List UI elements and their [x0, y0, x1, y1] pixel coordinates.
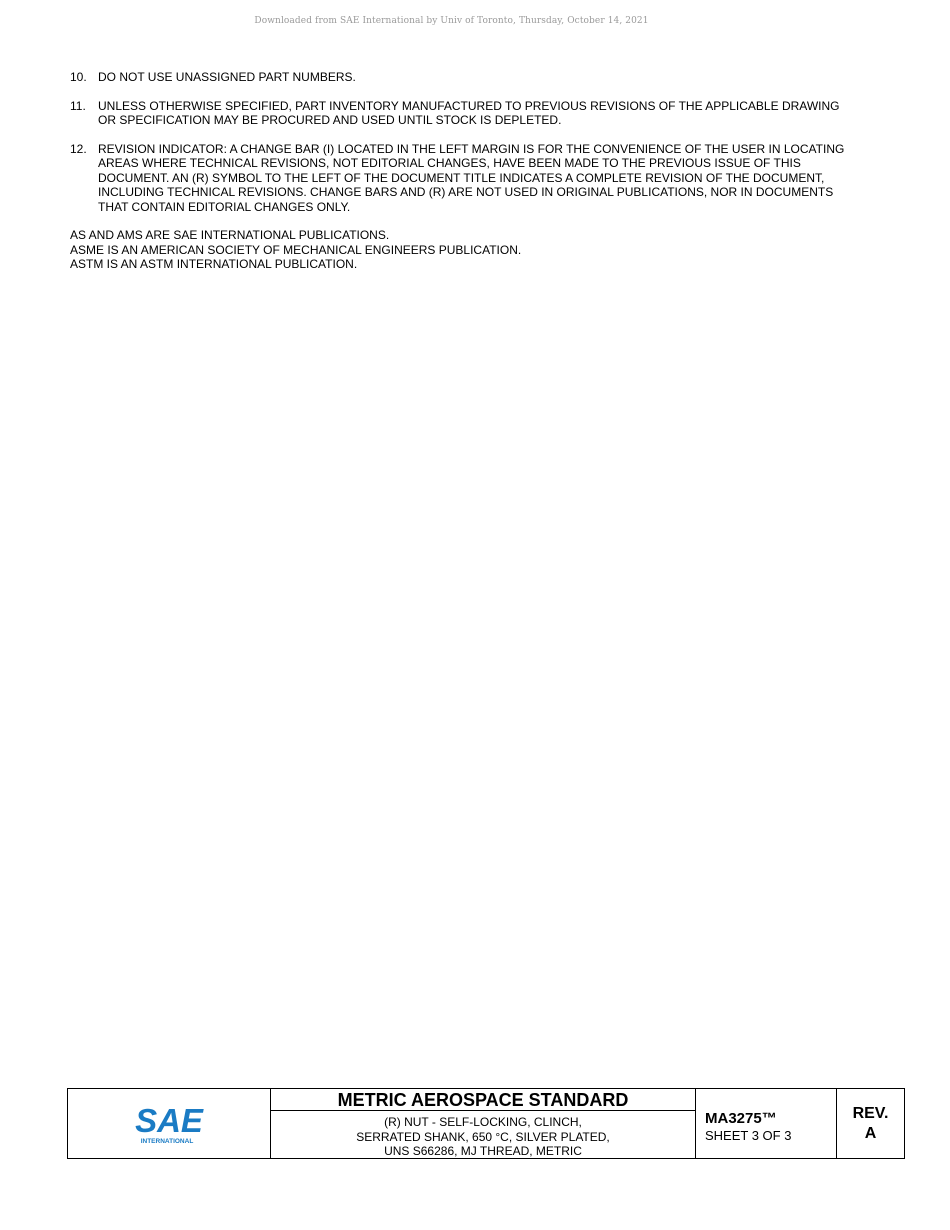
- document-number-cell: [696, 1089, 837, 1158]
- note-number: 12.: [70, 141, 87, 156]
- description-line: (R) NUT - SELF-LOCKING, CLINCH,: [384, 1115, 582, 1129]
- revision-cell: [837, 1089, 904, 1158]
- publications-list: [70, 228, 860, 272]
- notes-section: [70, 70, 860, 272]
- logo-cell: [68, 1089, 271, 1158]
- note-item: [70, 142, 860, 215]
- revision-label: REV.: [852, 1104, 889, 1122]
- revision-value: A: [864, 1124, 877, 1142]
- title-cell: [271, 1089, 696, 1158]
- note-text: DO NOT USE UNASSIGNED PART NUMBERS.: [98, 70, 356, 84]
- description-line: SERRATED SHANK, 650 °C, SILVER PLATED,: [356, 1129, 610, 1144]
- note-text: UNLESS OTHERWISE SPECIFIED, PART INVENTORY MANUFACTURED TO PREVIOUS REVISIONS OF THE APPLICABLE DRAWING OR SPECIFICATION MAY BE PROCURED AND USED UNTIL STOCK IS DEPLETED.: [98, 98, 840, 127]
- sheet-number: SHEET 3 OF 3: [705, 1127, 792, 1143]
- download-watermark: Downloaded from SAE International by Univ of Toronto, Thursday, October 14, 2021: [254, 16, 649, 26]
- publication-line: ASTM IS AN ASTM INTERNATIONAL PUBLICATION.: [70, 257, 358, 271]
- document-number: MA3275™: [705, 1109, 777, 1127]
- title-block: [67, 1088, 905, 1159]
- standard-title: METRIC AEROSPACE STANDARD: [271, 1089, 695, 1111]
- note-number: 10.: [70, 70, 87, 84]
- note-item: [70, 70, 860, 85]
- sae-international-logo-icon: [134, 1102, 204, 1146]
- publication-line: ASME IS AN AMERICAN SOCIETY OF MECHANICAL ENGINEERS PUBLICATION.: [70, 242, 522, 257]
- note-text: REVISION INDICATOR: A CHANGE BAR (I) LOCATED IN THE LEFT MARGIN IS FOR THE CONVENIENCE OF THE USER IN LOCATING AREAS WHERE TECHNICAL REVISIONS, NOT EDITORIAL CHANGES, HAVE BEEN MADE TO THE PREVIOUS ISSUE OF THIS DOCUMENT. AN (R) SYMBOL TO THE LEFT OF THE DOCUMENT TITLE INDICATES A COMPLETE REVISION OF THE DOCUMENT, INCLUDING TECHNICAL REVISIONS. CHANGE BARS AND (R) ARE NOT USED IN ORIGINAL PUBLICATIONS, NOR IN DOCUMENTS THAT CONTAIN EDITORIAL CHANGES ONLY.: [98, 141, 845, 214]
- note-item: [70, 99, 860, 128]
- publication-line: AS AND AMS ARE SAE INTERNATIONAL PUBLICATIONS.: [70, 228, 390, 242]
- logo-sub-text: INTERNATIONAL: [140, 1137, 194, 1145]
- logo-main-text: SAE: [135, 1101, 203, 1139]
- note-number: 11.: [70, 98, 86, 113]
- description-line: UNS S66286, MJ THREAD, METRIC: [384, 1144, 582, 1158]
- part-description: [271, 1111, 695, 1159]
